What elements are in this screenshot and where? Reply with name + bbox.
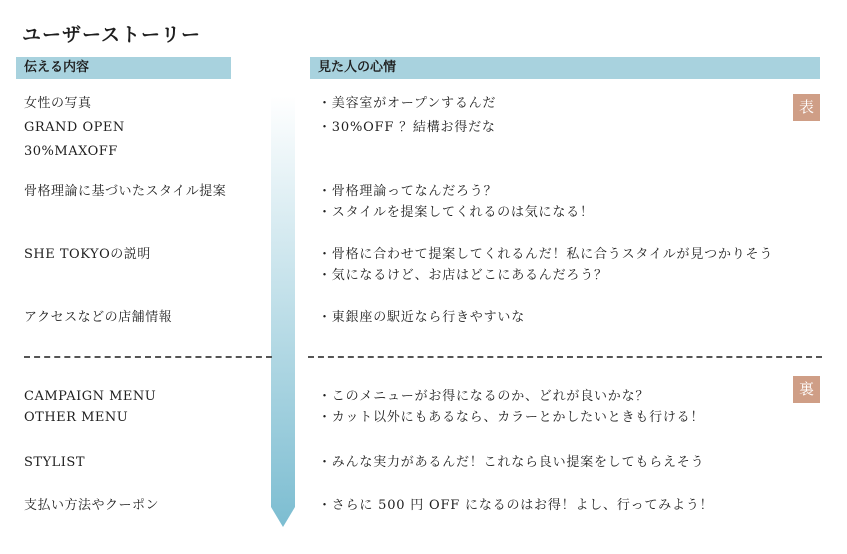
left-item-photo: 女性の写真 bbox=[24, 96, 92, 111]
page-title: ユーザーストーリー bbox=[22, 24, 202, 46]
right-item: ・気になるけど、お店はどこにあるんだろう？ bbox=[318, 268, 608, 283]
left-item-grand-open: GRAND OPEN bbox=[24, 120, 125, 135]
back-badge: 裏 bbox=[793, 376, 820, 403]
left-item-campaign-menu: CAMPAIGN MENU bbox=[24, 389, 157, 404]
left-item-style-proposal: 骨格理論に基づいたスタイル提案 bbox=[24, 184, 227, 199]
right-item: ・骨格理論ってなんだろう？ bbox=[318, 184, 498, 199]
header-left: 伝える内容 bbox=[16, 57, 231, 79]
right-item: ・東銀座の駅近なら行きやすいな bbox=[318, 310, 526, 325]
right-item: ・みんな実力があるんだ！これなら良い提案をしてもらえそう bbox=[318, 455, 705, 470]
left-item-access: アクセスなどの店舗情報 bbox=[24, 310, 173, 325]
section-divider-right bbox=[308, 356, 822, 358]
right-item: ・カット以外にもあるなら、カラーとかしたいときも行ける！ bbox=[318, 410, 705, 425]
section-divider-left bbox=[24, 356, 272, 358]
flow-arrow bbox=[271, 96, 295, 527]
right-item: ・骨格に合わせて提案してくれるんだ！私に合うスタイルが見つかりそう bbox=[318, 247, 774, 262]
left-item-payment: 支払い方法やクーポン bbox=[24, 498, 160, 513]
front-badge: 表 bbox=[793, 94, 820, 121]
right-item: ・30%OFF ？結構お得だな bbox=[318, 120, 496, 135]
header-right: 見た人の心情 bbox=[310, 57, 820, 79]
right-item: ・このメニューがお得になるのか、どれが良いかな？ bbox=[318, 389, 650, 404]
left-item-max-off: 30%MAXOFF bbox=[24, 144, 118, 159]
right-item: ・さらに 500 円 OFF になるのはお得！よし、行ってみよう！ bbox=[318, 498, 714, 513]
right-item: ・スタイルを提案してくれるのは気になる！ bbox=[318, 205, 594, 220]
left-item-other-menu: OTHER MENU bbox=[24, 410, 129, 425]
left-item-she-tokyo: SHE TOKYOの説明 bbox=[24, 247, 151, 262]
left-item-stylist: STYLIST bbox=[24, 455, 86, 470]
right-item: ・美容室がオープンするんだ bbox=[318, 96, 497, 111]
